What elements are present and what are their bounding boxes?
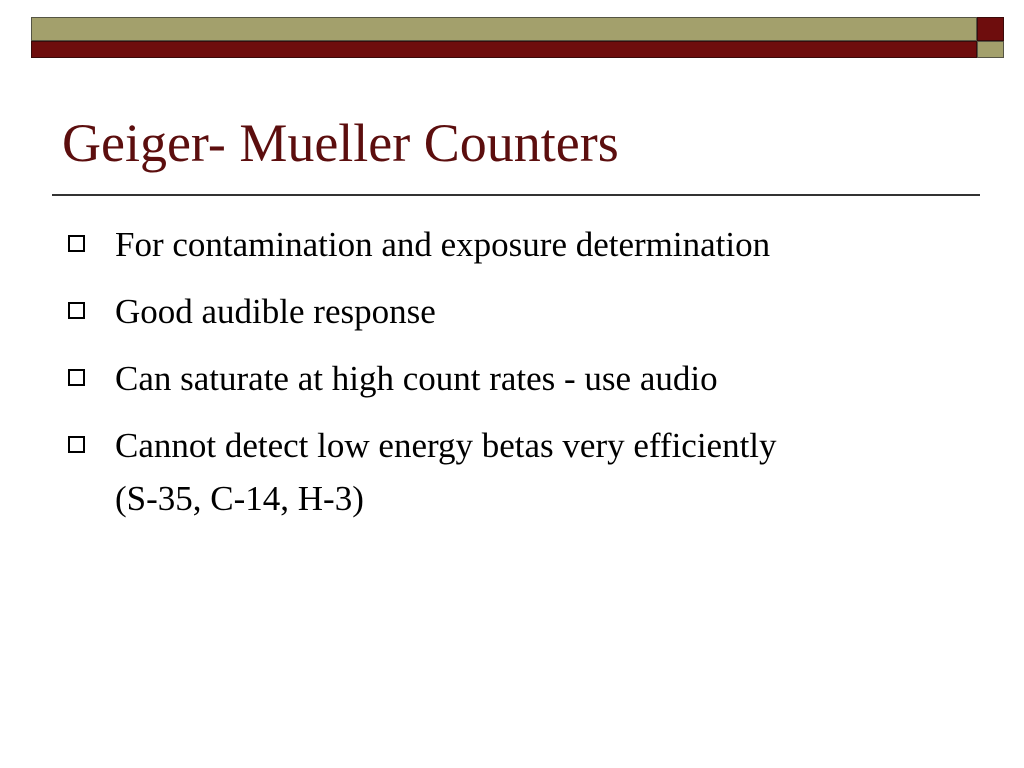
header-bar-olive <box>31 17 977 41</box>
slide-title: Geiger- Mueller Counters <box>62 113 619 173</box>
bullet-text: Good audible response <box>115 292 436 331</box>
header-corner-square-top <box>977 17 1004 41</box>
hollow-square-bullet-icon <box>68 369 85 386</box>
title-divider <box>52 194 980 196</box>
hollow-square-bullet-icon <box>68 436 85 453</box>
bullet-item <box>0 218 1000 271</box>
bullet-item <box>0 352 1000 405</box>
bullet-text: For contamination and exposure determination <box>115 225 771 264</box>
header-corner-square-bottom <box>977 41 1004 58</box>
hollow-square-bullet-icon <box>68 302 85 319</box>
hollow-square-bullet-icon <box>68 235 85 252</box>
bullet-item <box>0 419 1000 525</box>
bullet-list <box>0 218 1000 539</box>
bullet-item <box>0 285 1000 338</box>
bullet-text: Cannot detect low energy betas very efficiently (S-35, C-14, H-3) <box>115 426 777 518</box>
bullet-text: Can saturate at high count rates - use audio <box>115 359 718 398</box>
header-bar-maroon <box>31 41 977 58</box>
